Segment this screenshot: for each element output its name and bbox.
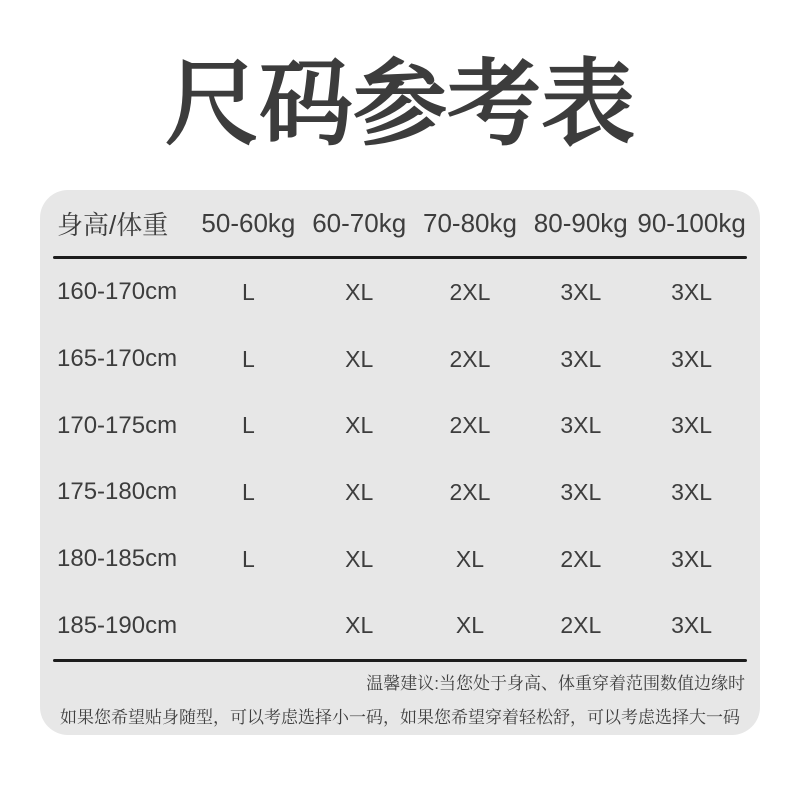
size-value: XL <box>345 612 374 639</box>
size-table-header-row <box>53 190 747 256</box>
footer-note-line2: 如果您希望贴身随型，可以考虑选择小一码，如果您希望穿着轻松舒，可以考虑选择大一码 <box>60 708 740 727</box>
size-value: 3XL <box>560 478 602 505</box>
height-label: 180-185cm <box>57 545 178 573</box>
size-value: 2XL <box>560 545 602 572</box>
weight-header: 70-80kg <box>423 207 517 238</box>
size-value: L <box>242 545 255 572</box>
size-value: L <box>242 412 255 439</box>
size-value: L <box>242 478 255 505</box>
height-label: 160-170cm <box>57 278 178 306</box>
table-row <box>53 392 747 459</box>
size-value: 2XL <box>449 478 491 505</box>
size-value: L <box>242 345 255 372</box>
weight-header: 80-90kg <box>533 207 628 238</box>
size-reference-card <box>40 190 760 735</box>
size-value: 3XL <box>671 412 713 439</box>
table-row <box>53 592 747 659</box>
size-value: 3XL <box>671 478 713 505</box>
height-label: 175-180cm <box>57 478 178 506</box>
table-row <box>53 526 747 593</box>
size-value: XL <box>345 412 374 439</box>
height-label: 170-175cm <box>57 411 178 439</box>
size-value: 2XL <box>449 412 491 439</box>
size-value: L <box>242 278 255 305</box>
page-title: 尺码参考表 <box>164 51 635 156</box>
size-value: 3XL <box>671 545 713 572</box>
footer-note-line1: 温馨建议:当您处于身高、体重穿着范围数值边缘时 <box>366 674 745 693</box>
corner-header: 身高/体重 <box>57 209 169 240</box>
size-value: XL <box>455 545 485 572</box>
footer-note <box>53 662 747 735</box>
size-value: XL <box>345 345 374 372</box>
table-row <box>53 259 747 326</box>
size-value: XL <box>345 478 374 505</box>
size-value: 3XL <box>671 278 713 305</box>
size-table-body <box>53 259 747 659</box>
table-row <box>53 326 747 393</box>
height-label: 185-190cm <box>57 611 178 639</box>
size-value: 2XL <box>449 278 491 305</box>
weight-header: 50-60kg <box>201 207 296 238</box>
height-label: 165-170cm <box>57 345 178 372</box>
size-value: 3XL <box>560 412 602 439</box>
size-value: 3XL <box>560 278 602 305</box>
weight-header: 90-100kg <box>637 207 746 238</box>
size-value: XL <box>455 612 485 639</box>
size-value: 2XL <box>449 345 491 372</box>
weight-header: 60-70kg <box>312 207 407 238</box>
size-value: XL <box>345 545 374 572</box>
table-row <box>53 459 747 526</box>
size-value: 3XL <box>671 612 713 639</box>
size-value: 3XL <box>671 345 713 372</box>
size-value: XL <box>345 278 374 305</box>
size-value: 3XL <box>560 345 602 372</box>
size-value: 2XL <box>560 612 602 639</box>
